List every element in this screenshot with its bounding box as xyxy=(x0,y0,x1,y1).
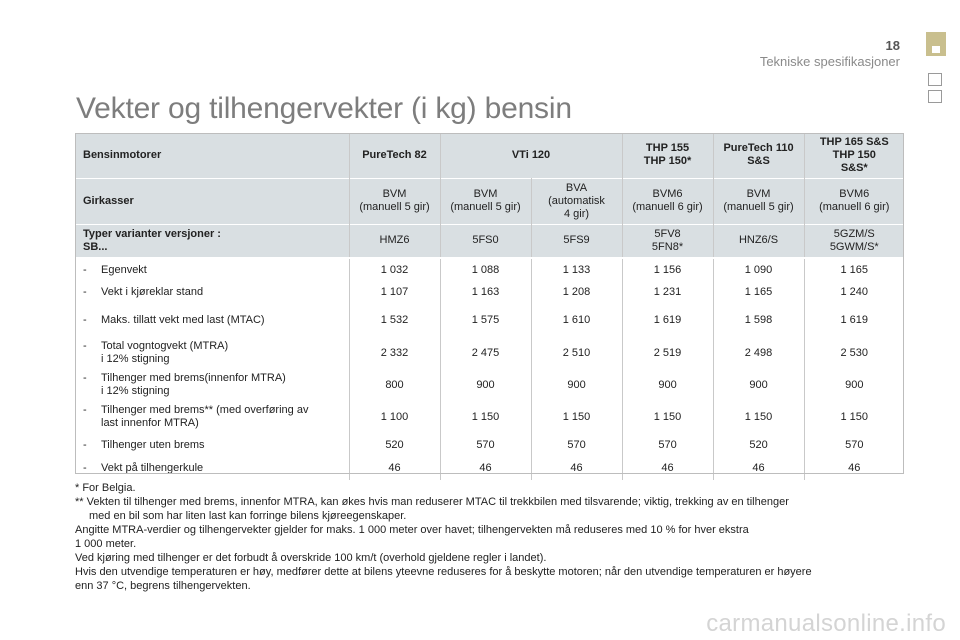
gearbox-value: BVM (manuell 5 gir) xyxy=(713,178,804,224)
row-dash: - xyxy=(83,462,87,474)
footnote: ** Vekten til tilhenger med brems, innenfor MTRA, kan økes hvis man reduserer MTAC til trekkbilen med tilsvarende; viktig, trekking av en tilhenger xyxy=(75,496,789,508)
table-cell: 570 xyxy=(440,433,531,457)
variants-row xyxy=(75,224,904,258)
table-row xyxy=(75,304,904,337)
engine-name: THP 165 S&S THP 150 S&S* xyxy=(804,133,904,178)
table-cell: 570 xyxy=(622,433,713,457)
table-cell: 570 xyxy=(845,438,864,451)
table-cell: 570 xyxy=(531,433,622,457)
table-cell: 2 475 xyxy=(440,337,531,369)
table-cell: 1 156 xyxy=(622,258,713,281)
table-cell: 900 xyxy=(713,369,804,401)
tab-marker xyxy=(932,46,940,53)
table-cell: 1 100 xyxy=(349,401,440,433)
table-cell: 1 598 xyxy=(713,304,804,337)
table-cell: 2 498 xyxy=(713,337,804,369)
variants-label: Typer varianter versjoner : SB... xyxy=(75,224,349,258)
gearbox-label: Girkasser xyxy=(75,178,349,224)
table-cell: 46 xyxy=(531,457,622,480)
page-title: Vekter og tilhengervekter (i kg) bensin xyxy=(76,92,572,125)
table-cell: 800 xyxy=(349,369,440,401)
row-dash: - xyxy=(83,286,87,298)
row-label: Vekt på tilhengerkule xyxy=(101,462,204,474)
watermark: carmanualsonline.info xyxy=(706,610,946,637)
table-cell: 46 xyxy=(848,462,861,474)
gearbox-value: BVM (manuell 5 gir) xyxy=(349,178,440,224)
table-cell: 46 xyxy=(349,457,440,480)
page-number: 18 xyxy=(885,38,900,53)
table-cell: 46 xyxy=(440,457,531,480)
table-cell: 900 xyxy=(531,369,622,401)
variant-code: 5FV8 5FN8* xyxy=(622,224,713,258)
table-cell: 520 xyxy=(349,433,440,457)
variant-code: 5FS9 xyxy=(531,224,622,258)
footnotes xyxy=(75,481,915,593)
table-cell: 1 090 xyxy=(713,258,804,281)
engine-header-row xyxy=(75,133,904,178)
table-cell: 1 165 xyxy=(804,258,904,281)
table-cell: 1 619 xyxy=(622,304,713,337)
table-cell: 520 xyxy=(713,433,804,457)
table-cell: 1 150 xyxy=(440,401,531,433)
gearbox-value: BVM6 (manuell 6 gir) xyxy=(804,178,904,224)
note: Hvis den utvendige temperaturen er høy, medfører dette at bilens yteevne reduseres for å beskytte motoren; når den utvendige temperaturen er høyere xyxy=(75,566,812,578)
note: 1 000 meter. xyxy=(75,538,137,550)
table-cell: 1 240 xyxy=(840,286,869,298)
table-cell: 1 163 xyxy=(440,281,531,304)
row-dash: - xyxy=(83,263,87,276)
section-tab[interactable] xyxy=(928,73,942,86)
table-cell: 900 xyxy=(845,378,864,391)
variant-code: HNZ6/S xyxy=(713,224,804,258)
gearbox-value: BVM (manuell 5 gir) xyxy=(440,178,531,224)
row-dash: - xyxy=(83,438,87,451)
table-row xyxy=(75,401,904,433)
table-cell: 1 532 xyxy=(349,304,440,337)
table-cell: 1 150 xyxy=(713,401,804,433)
table-cell: 900 xyxy=(440,369,531,401)
table-row xyxy=(75,258,904,281)
row-dash: - xyxy=(83,404,87,416)
table-row xyxy=(75,457,904,480)
section-tab[interactable] xyxy=(928,90,942,103)
engine-name: VTi 120 xyxy=(440,133,622,178)
engine-name: PureTech 82 xyxy=(349,133,440,178)
engine-name: THP 155 THP 150* xyxy=(622,133,713,178)
table-cell: 1 088 xyxy=(440,258,531,281)
row-label: Maks. tillatt vekt med last (MTAC) xyxy=(101,314,265,326)
gearbox-value: BVM6 (manuell 6 gir) xyxy=(622,178,713,224)
table-cell: 1 150 xyxy=(531,401,622,433)
row-label: Tilhenger med brems** (med overføring av last innenfor MTRA) xyxy=(101,404,309,429)
table-cell: 46 xyxy=(622,457,713,480)
row-label: Egenvekt xyxy=(101,263,147,276)
section-tab-active[interactable] xyxy=(926,32,946,56)
table-row xyxy=(75,369,904,401)
row-label: Tilhenger med brems(innenfor MTRA) i 12% stigning xyxy=(101,372,286,397)
table-cell: 2 530 xyxy=(840,346,869,359)
table-row xyxy=(75,281,904,304)
table-cell: 1 107 xyxy=(349,281,440,304)
table-cell: 1 133 xyxy=(531,258,622,281)
row-label: Tilhenger uten brems xyxy=(101,438,205,451)
table-cell: 1 208 xyxy=(531,281,622,304)
table-cell: 2 510 xyxy=(531,337,622,369)
row-dash: - xyxy=(83,340,87,352)
table-cell: 1 150 xyxy=(840,410,869,423)
row-label: Total vogntogvekt (MTRA) i 12% stigning xyxy=(101,340,229,365)
table-cell: 1 032 xyxy=(349,258,440,281)
row-label: Vekt i kjøreklar stand xyxy=(101,286,204,298)
footnote: med en bil som har liten last kan forringe bilens kjøreegenskaper. xyxy=(89,510,407,522)
note: enn 37 °C, begrens tilhengervekten. xyxy=(75,580,251,592)
weights-table xyxy=(75,133,904,480)
row-dash: - xyxy=(83,314,87,326)
table-cell: 1 165 xyxy=(713,281,804,304)
table-cell: 1 619 xyxy=(840,314,869,326)
note: Ved kjøring med tilhenger er det forbudt å overskride 100 km/t (overhold gjeldene regler i landet). xyxy=(75,552,547,564)
variant-code: 5FS0 xyxy=(440,224,531,258)
gearbox-row xyxy=(75,178,904,224)
gearbox-value: BVA (automatisk 4 gir) xyxy=(531,178,622,224)
table-row xyxy=(75,433,904,457)
table-cell: 1 575 xyxy=(440,304,531,337)
table-cell: 2 332 xyxy=(349,337,440,369)
section-name: Tekniske spesifikasjoner xyxy=(759,54,900,69)
table-row xyxy=(75,337,904,369)
table-cell: 2 519 xyxy=(622,337,713,369)
table-cell: 1 231 xyxy=(622,281,713,304)
table-cell: 1 150 xyxy=(622,401,713,433)
table-cell: 46 xyxy=(713,457,804,480)
engine-header-label: Bensinmotorer xyxy=(75,133,349,178)
row-dash: - xyxy=(83,372,87,384)
table-cell: 900 xyxy=(622,369,713,401)
variant-code: 5GZM/S 5GWM/S* xyxy=(804,224,904,258)
variant-code: HMZ6 xyxy=(349,224,440,258)
engine-name: PureTech 110 S&S xyxy=(713,133,804,178)
footnote: * For Belgia. xyxy=(75,482,136,494)
table-cell: 1 610 xyxy=(531,304,622,337)
note: Angitte MTRA-verdier og tilhengervekter gjelder for maks. 1 000 meter over havet; tilhengervekten må reduseres med 10 % for hver ekstra xyxy=(75,524,749,536)
